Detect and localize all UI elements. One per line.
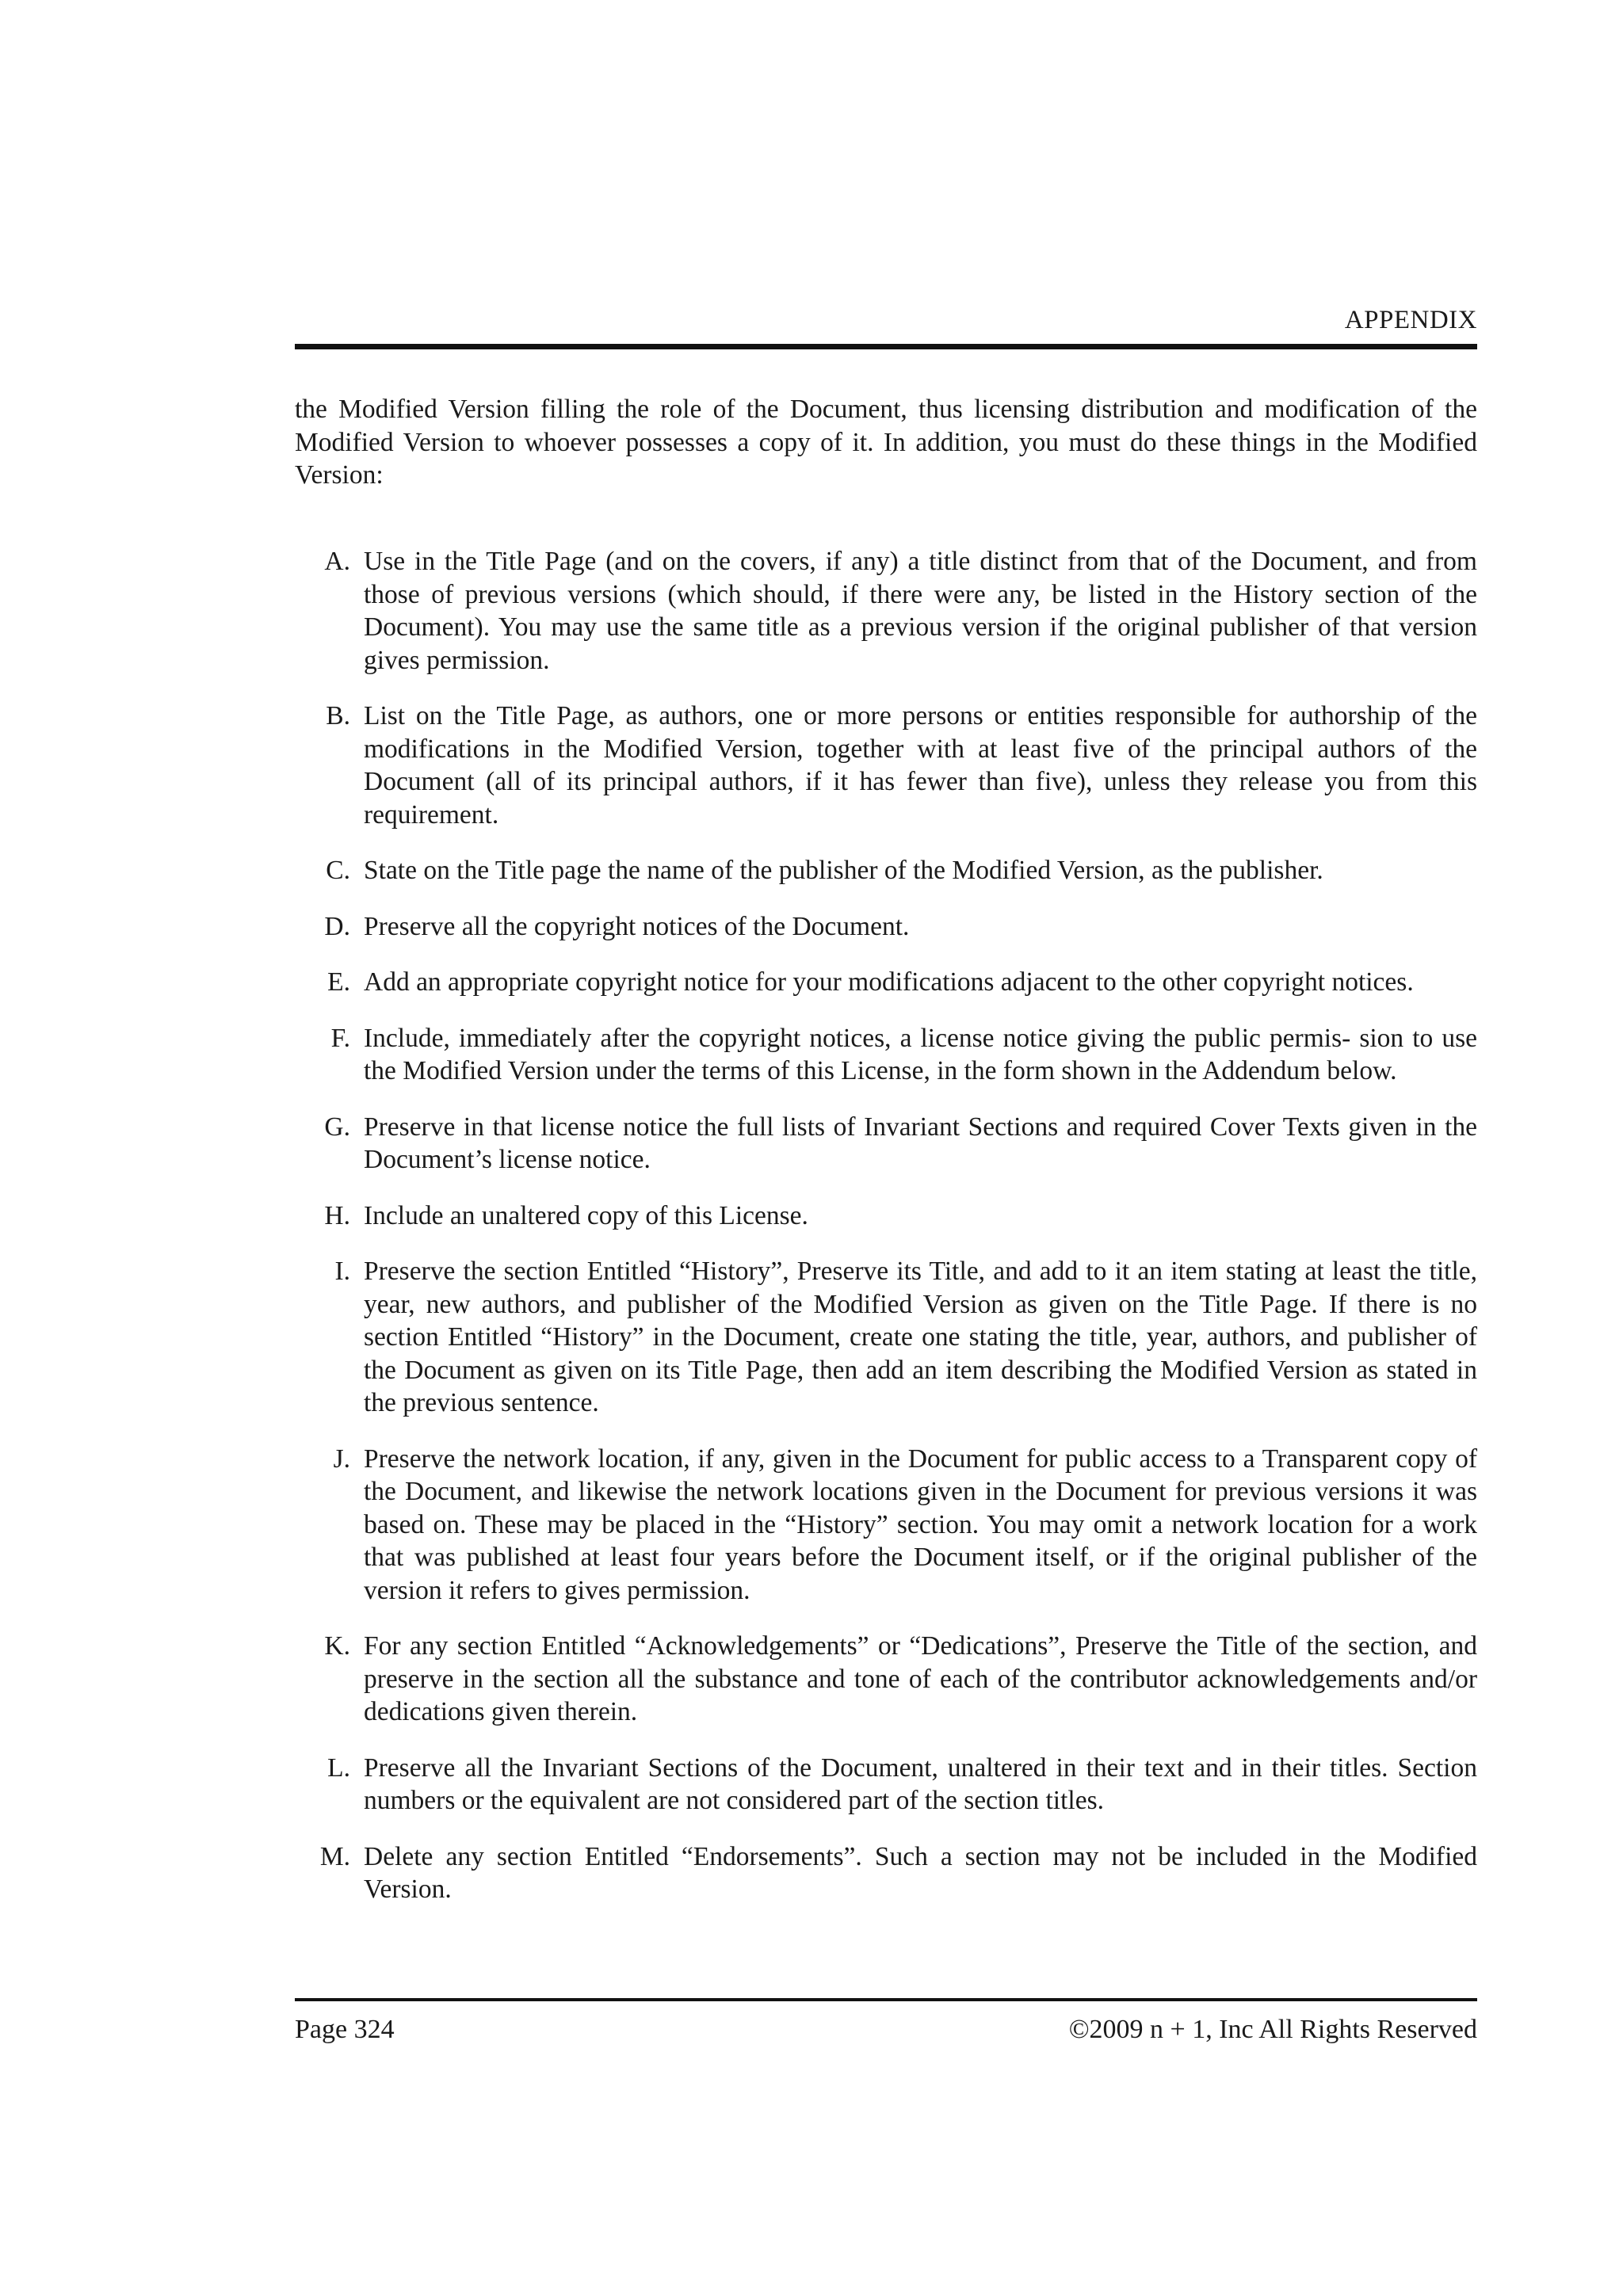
header-rule [295,344,1477,349]
list-item [295,700,1477,831]
list-item [295,1111,1477,1177]
list-item [295,1255,1477,1420]
list-item-marker: G. [324,1112,350,1142]
list-item [295,854,1477,887]
intro-paragraph: the Modified Version filling the role of the Document, thus licensing distribution and modification of the Modified Version to whoever possesses a copy of it. In addition, you must do these things in the Modified Version: [295,395,1477,490]
footer-rule [295,1998,1477,2001]
list-item-text: Preserve all the Invariant Sections of the Document, unaltered in their text and in their titles. Section numbers or the equivalent are not considered part of the section titles. [364,1753,1477,1815]
list-item [295,966,1477,999]
list-item [295,1840,1477,1906]
list-item-text: Preserve all the copyright notices of the Document. [364,911,910,941]
list-item-marker: I. [334,1257,350,1286]
list-item [295,1022,1477,1088]
list-item-marker: A. [324,547,350,576]
list-item-text: Include, immediately after the copyright notices, a license notice giving the public permis- sion to use the Modified Version under the terms of this License, in the form shown in the Addendum below. [364,1023,1477,1085]
list-item-text: State on the Title page the name of the publisher of the Modified Version, as the publisher. [364,856,1323,885]
list-item-text: Add an appropriate copyright notice for your modifications adjacent to the other copyright notices. [364,967,1414,997]
list-item-marker: K. [324,1631,350,1661]
list-item-marker: E. [327,967,350,997]
list-item-text: Delete any section Entitled “Endorsements”. Such a section may not be included in the Modified Version. [364,1841,1477,1904]
list-item [295,1630,1477,1729]
list-item [295,1752,1477,1817]
list-item-marker: C. [326,856,350,885]
list-item [295,910,1477,944]
list-item-marker: M. [319,1841,350,1871]
list-item-marker: B. [326,701,350,730]
list-item [295,545,1477,677]
list-item-marker: J. [333,1444,350,1474]
list-item-text: For any section Entitled “Acknowledgements” or “Dedications”, Preserve the Title of the section, and preserve in the section all the substance and tone of each of the contributor acknowledgements and/or dedications given therein. [364,1631,1477,1726]
list-item-text: Include an unaltered copy of this License. [364,1200,808,1230]
list-item [295,1199,1477,1233]
list-item-marker: D. [324,911,350,941]
list-item-text: Preserve the section Entitled “History”, Preserve its Title, and add to it an item stating at least the title, year, new authors, and publisher of the Modified Version as given on the Title Page. If there is no section Entitled “History” in the Document, create one stating the title, year, authors, and publisher of the Document as given on its Title Page, then add an item describing the Modified Version as stated in the previous sentence. [364,1257,1477,1417]
list-item-text: Preserve the network location, if any, given in the Document for public access to a Transparent copy of the Document, and likewise the network locations given in the Document for previous versions it was based on. These may be placed in the “History” section. You may omit a network location for a work that was published at least four years before the Document itself, or if the original publisher of the version it refers to gives permission. [364,1444,1477,1605]
page-number: Page 324 [295,2015,395,2044]
list-item-marker: F. [330,1023,350,1053]
running-head: APPENDIX [1344,306,1477,334]
copyright-notice: ©2009 n + 1, Inc All Rights Reserved [1068,2015,1477,2044]
document-page [295,0,1477,2296]
list-item-text: List on the Title Page, as authors, one or more persons or entities responsible for authorship of the modifications in the Modified Version, together with at least five of the principal authors of the Document (all of its principal authors, if it has fewer than five), unless they release you from this requirement. [364,701,1477,830]
list-item-text: Preserve in that license notice the full lists of Invariant Sections and required Cover Texts given in the Document’s license notice. [364,1112,1477,1174]
requirements-list [295,545,1477,1929]
list-item [295,1443,1477,1608]
list-item-marker: H. [324,1200,350,1230]
list-item-marker: L. [327,1753,350,1783]
list-item-text: Use in the Title Page (and on the covers, if any) a title distinct from that of the Document, and from those of previous versions (which should, if there were any, be listed in the History section of the Document). You may use the same title as a previous version if the original publisher of that version gives permission. [364,547,1477,675]
